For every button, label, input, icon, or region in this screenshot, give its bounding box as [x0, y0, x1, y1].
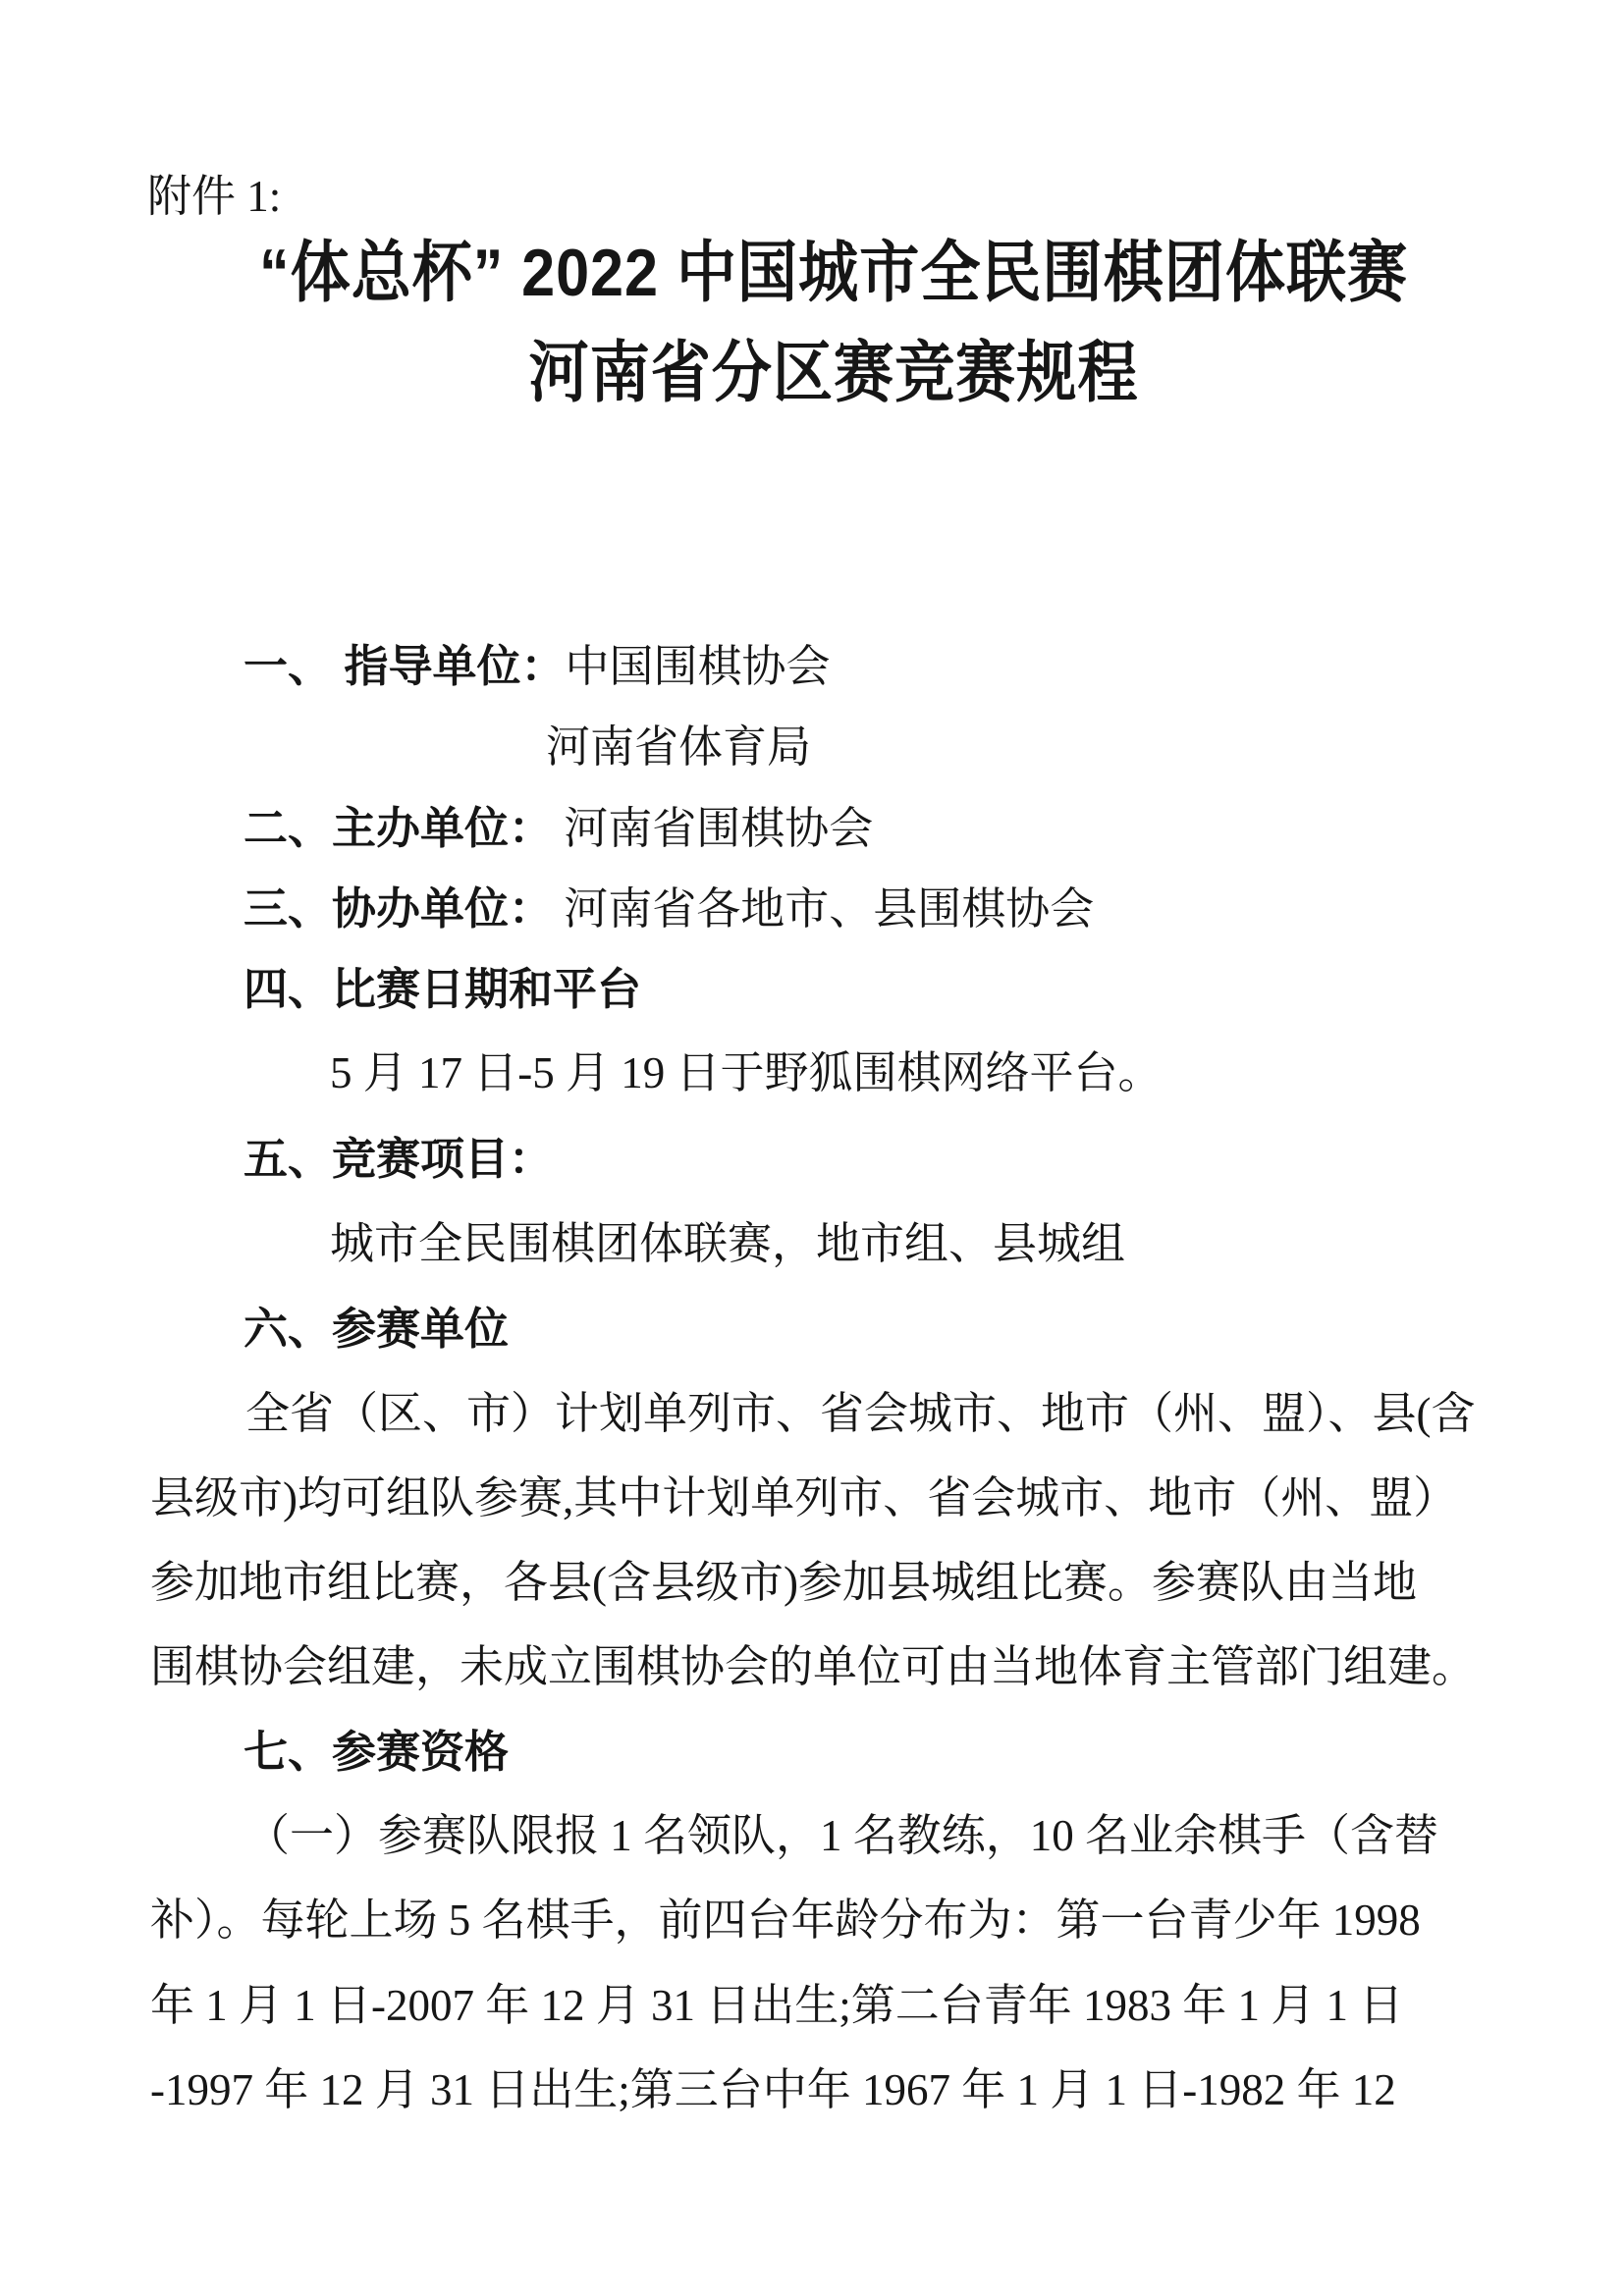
section-participating-units-heading: 六、参赛单位	[244, 1304, 510, 1354]
section-host-unit-value: 河南省围棋协会	[553, 804, 874, 853]
participating-units-line: 参加地市组比赛，各县(含县级市)参加县城组比赛。参赛队由当地	[150, 1558, 1417, 1607]
section-co-organizer-value: 河南省各地市、县围棋协会	[553, 884, 1095, 934]
section-eligibility-heading: 七、参赛资格	[244, 1727, 510, 1777]
section-guidance-unit	[244, 641, 831, 691]
document-title-line2: 河南省分区赛竞赛规程	[528, 336, 1139, 410]
participating-units-line: 围棋协会组建，未成立围棋协会的单位可由当地体育主管部门组建。	[150, 1642, 1477, 1691]
section-co-organizer	[244, 883, 1095, 934]
section-events-body: 城市全民围棋团体联赛，地市组、县城组	[330, 1219, 1126, 1268]
eligibility-line: （一）参赛队限报 1 名领队，1 名教练，10 名业余棋手（含替	[245, 1811, 1439, 1860]
section-host-unit-label: 二、主办单位：	[244, 803, 554, 853]
document-title-line1: “体总杯” 2022 中国城市全民围棋团体联赛	[258, 236, 1409, 310]
attachment-label: 附件 1:	[147, 172, 282, 221]
section-events-heading: 五、竞赛项目：	[244, 1134, 554, 1184]
participating-units-line: 全省（区、市）计划单列市、省会城市、地市（州、盟）、县(含	[245, 1389, 1476, 1438]
eligibility-line: -1997 年 12 月 31 日出生;第三台中年 1967 年 1 月 1 日-1982 年 12	[150, 2065, 1396, 2114]
section-guidance-unit-label: 一、 指导单位：	[244, 641, 566, 691]
section-co-organizer-label: 三、协办单位：	[244, 883, 554, 934]
section-date-platform-heading: 四、比赛日期和平台	[244, 964, 642, 1014]
participating-units-line: 县级市)均可组队参赛,其中计划单列市、省会城市、地市（州、盟）	[150, 1473, 1458, 1522]
section-guidance-unit-value2: 河南省体育局	[546, 722, 812, 772]
eligibility-line: 年 1 月 1 日-2007 年 12 月 31 日出生;第二台青年 1983 年 1 月 1 日	[150, 1981, 1404, 2030]
eligibility-line: 补）。每轮上场 5 名棋手，前四台年龄分布为：第一台青少年 1998	[150, 1896, 1421, 1945]
section-host-unit	[244, 803, 874, 853]
section-date-platform-body: 5 月 17 日-5 月 19 日于野狐围棋网络平台。	[330, 1048, 1163, 1097]
section-guidance-unit-value: 中国围棋协会	[565, 642, 831, 691]
